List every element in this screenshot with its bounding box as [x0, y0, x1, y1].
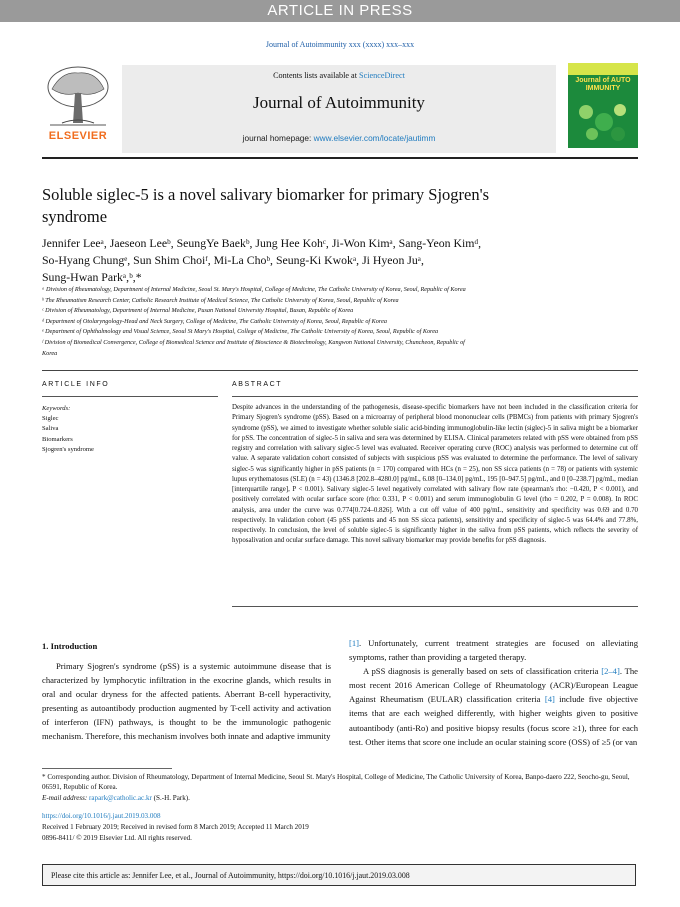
citation-box: Please cite this article as: Jennifer Lee, et al., Journal of Autoimmunity, https://doi.org/10.1016/j.jaut.2019.03.008: [42, 864, 636, 886]
citation-link[interactable]: [2–4]: [601, 666, 620, 677]
abstract-text: Despite advances in the understanding of the pathogenesis, disease-specific biomarkers have not been included in the classification criteria for Primary Sjogren's syndrome (pSS). Based on a microarray of peripheral blood mononuclear cells (PBMCs) from patients with primary Sjogren's syndrome (pSS), we aimed to investigate whether soluble sialic acid-binding immunoglobulin-like lectin (siglec)-5 in saliva might be a biomarker for pSS. The concentration of siglec-5 in saliva and sera was determined by ELISA. Clinical parameters related with pSS were obtained from pSS registry and correlation with salivary siglec-5 level was evaluated. Receiver operating curve (ROC) analysis was performed to determine cut off value. A separate validation cohort consisted of subjects with suspicious pSS was evaluated to determine the performance. The level of salivary siglec-5 was significantly higher in pSS patients (n = 170) compared with HCs (n = 25), non SS sicca patients (n = 78) or patients with systemic lupus erythematosus (SLE) (n = 43) (1346.8 [202.8–4280.0] pg/mL, 6.08 [0–134.0] pg/mL, 195 [0–947.5] pg/mL, and 0 [0–238.7] pg/mL, median [interquartile range], P < 0.001). Salivary siglec-5 level negatively correlated with salivary flow rate (spearman's rho: −0.420, P < 0.001), and positively correlated with ocular surface score (rho: 0.331, P < 0.001) and serum immunoglobulin G level (rho = 0.202, P = 0.008). In ROC analysis, area under the curve was 0.774[0.724–0.826]. With a cut off value of 400 pg/mL, sensitivity and specificity was 0.69 and 0.70 respectively. In validation cohort (45 pSS patients and 45 non SS sicca patients), sensitivity and specificity of siglec-5 was 64.4% and 77.8%, respectively. In conclusion, the level of soluble siglec-5 is significantly higher in the saliva from pSS patients, which reflects the severity of hyposalivation and ocular surface damage. This novel salivary biomarker may provide benefits for pSS diagnosis.: [232, 404, 638, 545]
affiliation-d: ᵈ Department of Otolaryngology-Head and Neck Surgery, College of Medicine, The Catholic University of Korea, Seoul, Republic of Korea: [42, 317, 387, 325]
corresponding-author-footnote: * Corresponding author. Division of Rheumatology, Department of Internal Medicine, Seoul St. Mary's Hospital, College of Medicine, The Catholic University of Korea, Banpo-daero 222, Seocho-gu, Seoul, 06591, Republic of Korea. E-mail address: rapark@catholic.ac.kr (S.-H. Park).: [42, 773, 630, 802]
journal-reference-link[interactable]: Journal of Autoimmunity xxx (xxxx) xxx–xxx: [265, 40, 415, 49]
cover-cells-icon: [574, 98, 632, 144]
affiliation-b: ᵇ The Rheumatism Research Center, Catholic Research Institute of Medical Science, The Catholic University of Korea, Seoul, Republic of Korea: [42, 296, 399, 304]
sciencedirect-link[interactable]: ScienceDirect: [359, 71, 405, 80]
keyword-item: Siglec: [42, 415, 59, 423]
doi-link[interactable]: https://doi.org/10.1016/j.jaut.2019.03.008: [42, 812, 161, 820]
keywords-block: [42, 404, 218, 455]
keywords-label: Keywords:: [42, 405, 71, 412]
received-dates: Received 1 February 2019; Received in revised form 8 March 2019; Accepted 11 March 2019: [42, 823, 309, 831]
affiliation-f: ᶠ Division of Biomedical Convergence, College of Biomedical Science and Institute of Bioscience & Biotechnology, Kangwon National University, Chuncheon, Republic of: [42, 338, 465, 346]
keyword-item: Biomarkers: [42, 435, 73, 443]
header-rule: [42, 157, 638, 159]
article-in-press-banner: ARTICLE IN PRESS: [0, 0, 680, 22]
contents-availability: Contents lists available at ScienceDirect: [273, 71, 405, 80]
intro-paragraph-1: Primary Sjogren's syndrome (pSS) is a systemic autoimmune disease that is characterized by lymphocytic infiltration in the exocrine glands, which results in oral and ocular dryness for the affected patients. Aberrant B-cell hyperactivity, presenting as autoantibody production augmented by T-cell activity and activation of interferon (IFN) pathways, is thought to be the immunologic pathogenic mechanism. Therefore, this mechanism involves both innate and adaptive immunity: [42, 661, 331, 742]
footnote-rule: [42, 768, 172, 769]
cover-top-stripe: [568, 63, 638, 75]
affiliation-a: ᵃ Division of Rheumatology, Department of Internal Medicine, Seoul St. Mary's Hospital, College of Medicine, The Catholic University of Korea, Seoul, Republic of Korea: [42, 286, 466, 293]
abstract-bottom-rule: [232, 606, 638, 607]
intro-left-column: [42, 659, 331, 744]
intro-paragraph-2: A pSS diagnosis is generally based on sets of classification criteria [2–4]. The most recent 2016 American College of Rheumatology (ACR)/European League Against Rheumatism (EULAR) classification criteria [4] include five objective items that are each weighed differently, with higher weights given to positive autoantibody (anti-Ro) and positive biopsy results (focus score ≥1), three for each test. Other items that score one include an ocular staining score (OSS) of ≥5 (or van: [349, 666, 638, 747]
journal-title: Journal of Autoimmunity: [253, 93, 425, 112]
article-title: Soluble siglec-5 is a novel salivary biomarker for primary Sjogren's syndrome: [42, 185, 489, 226]
citation-link[interactable]: [4]: [544, 694, 555, 705]
abstract-heading: ABSTRACT: [232, 381, 283, 388]
affiliation-e: ᵉ Department of Ophthalmology and Visual Science, Seoul St Mary's Hospital, College of Medicine, The Catholic University of Korea, Seoul, Republic of Korea: [42, 328, 439, 336]
article-info-rule: [42, 396, 218, 397]
intro-right-column: [349, 636, 638, 749]
article-info-heading: ARTICLE INFO: [42, 381, 110, 388]
citation-link[interactable]: [1]: [349, 638, 360, 648]
keyword-item: Sjogren's syndrome: [42, 445, 94, 453]
abstract-rule: [232, 396, 638, 397]
introduction-heading: 1. Introduction: [42, 641, 98, 651]
author-list: Jennifer Leeᵃ, Jaeseon Leeᵇ, SeungYe Baekᵇ, Jung Hee Kohᶜ, Ji-Won Kimᵃ, Sang-Yeon Kimᵈ, So-Hyang Chungᵉ, Sun Shim Choiᶠ, Mi-La Choᵇ, Seung-Ki Kwokᵃ, Ji Hyeon Juᵃ, Sung-Hwan Parkᵃ,ᵇ,*: [42, 236, 482, 284]
publisher-logo-text: ELSEVIER: [48, 130, 108, 142]
affiliation-c: ᶜ Division of Rheumatology, Department of Internal Medicine, Pusan National University Hospital, Busan, Republic of Korea: [42, 307, 354, 315]
email-link[interactable]: rapark@catholic.ac.kr: [89, 793, 152, 802]
section-rule: [42, 370, 638, 371]
affiliations: [42, 285, 638, 359]
intro-paragraph-1-cont: [1]. Unfortunately, current treatment strategies are focused on alleviating symptoms, rather than providing a targeted therapy.: [349, 638, 638, 663]
copyright-line: 0896-8411/ © 2019 Elsevier Ltd. All rights reserved.: [42, 834, 192, 842]
affiliation-f-cont: Korea: [42, 349, 58, 357]
cover-title: Journal of AUTO IMMUNITY: [575, 77, 631, 92]
journal-homepage: journal homepage: www.elsevier.com/locate/jautimm: [242, 133, 436, 143]
journal-homepage-link[interactable]: www.elsevier.com/locate/jautimm: [313, 133, 436, 143]
keyword-item: Saliva: [42, 425, 59, 433]
